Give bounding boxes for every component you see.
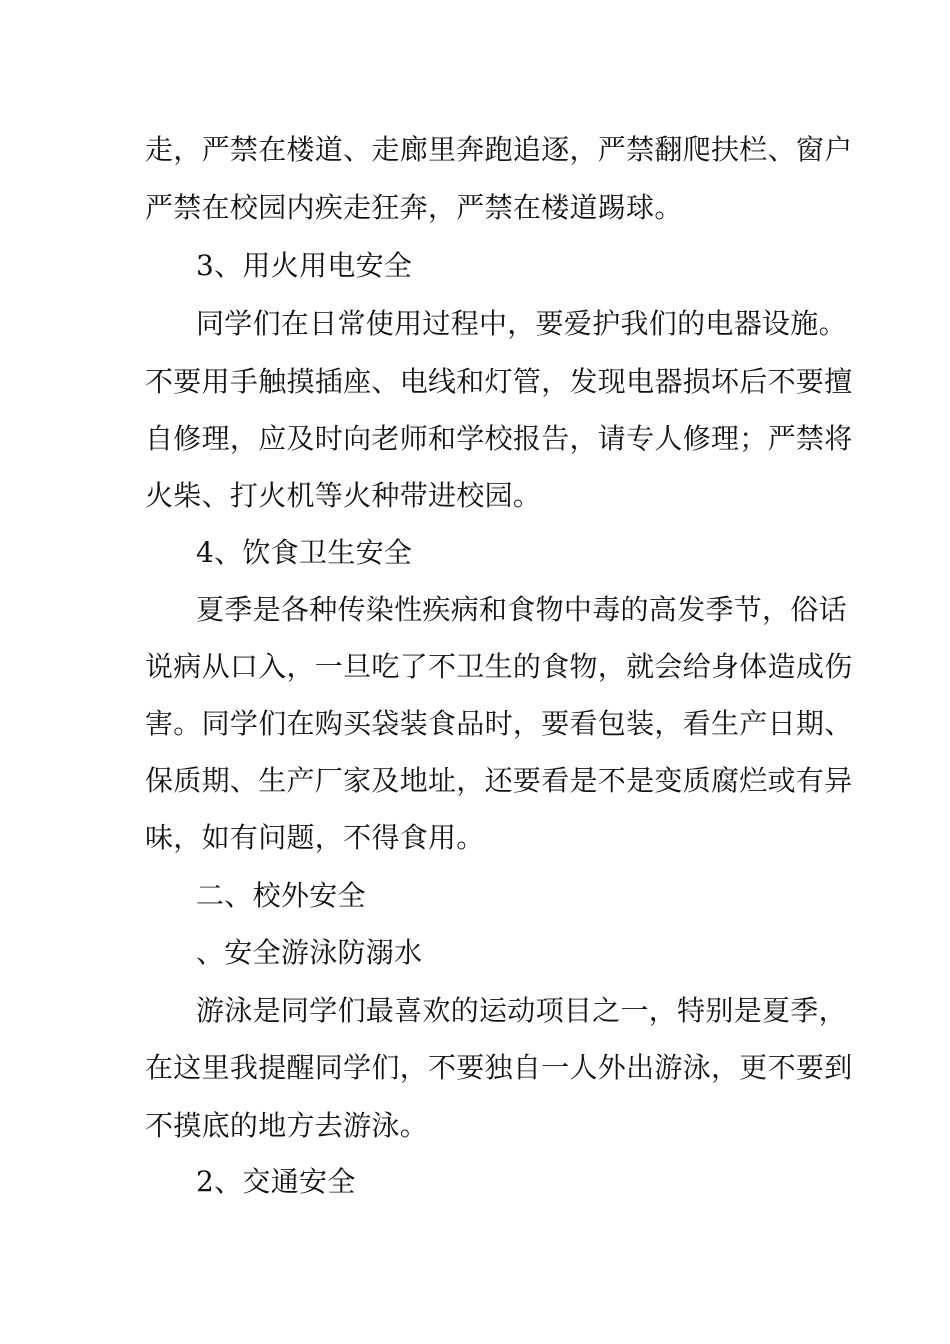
section-heading: 二、校外安全 (196, 879, 366, 912)
body-text-line: 自修理，应及时向老师和学校报告，请专人修理；严禁将 (145, 422, 853, 455)
body-text-line: 不摸底的地方去游泳。 (145, 1109, 429, 1142)
body-text-line: 害。同学们在购买袋装食品时，要看包装，看生产日期、 (145, 707, 853, 740)
body-text-line: 严禁在校园内疾走狂奔，严禁在楼道踢球。 (145, 191, 683, 224)
body-text-line: 说病从口入，一旦吃了不卫生的食物，就会给身体造成伤 (145, 650, 853, 683)
section-heading: 2、交通安全 (196, 1165, 356, 1198)
body-text-line: 味，如有问题，不得食用。 (145, 821, 485, 854)
section-heading: 、安全游泳防溺水 (196, 936, 423, 969)
body-text-line: 保质期、生产厂家及地址，还要看是不是变质腐烂或有异 (145, 764, 853, 797)
body-text-line: 火柴、打火机等火种带进校园。 (145, 479, 542, 512)
body-text-line: 不要用手触摸插座、电线和灯管，发现电器损坏后不要擅 (145, 365, 853, 398)
body-text-line: 走，严禁在楼道、走廊里奔跑追逐，严禁翻爬扶栏、窗户 (145, 133, 853, 166)
body-text-line: 在这里我提醒同学们，不要独自一人外出游泳，更不要到 (145, 1051, 853, 1084)
section-heading: 3、用火用电安全 (196, 249, 413, 282)
body-text-line: 游泳是同学们最喜欢的运动项目之一，特别是夏季， (196, 994, 847, 1027)
body-text-line: 同学们在日常使用过程中，要爱护我们的电器设施。 (196, 307, 847, 340)
body-text-line: 夏季是各种传染性疾病和食物中毒的高发季节，俗话 (196, 593, 847, 626)
section-heading: 4、饮食卫生安全 (196, 536, 413, 569)
